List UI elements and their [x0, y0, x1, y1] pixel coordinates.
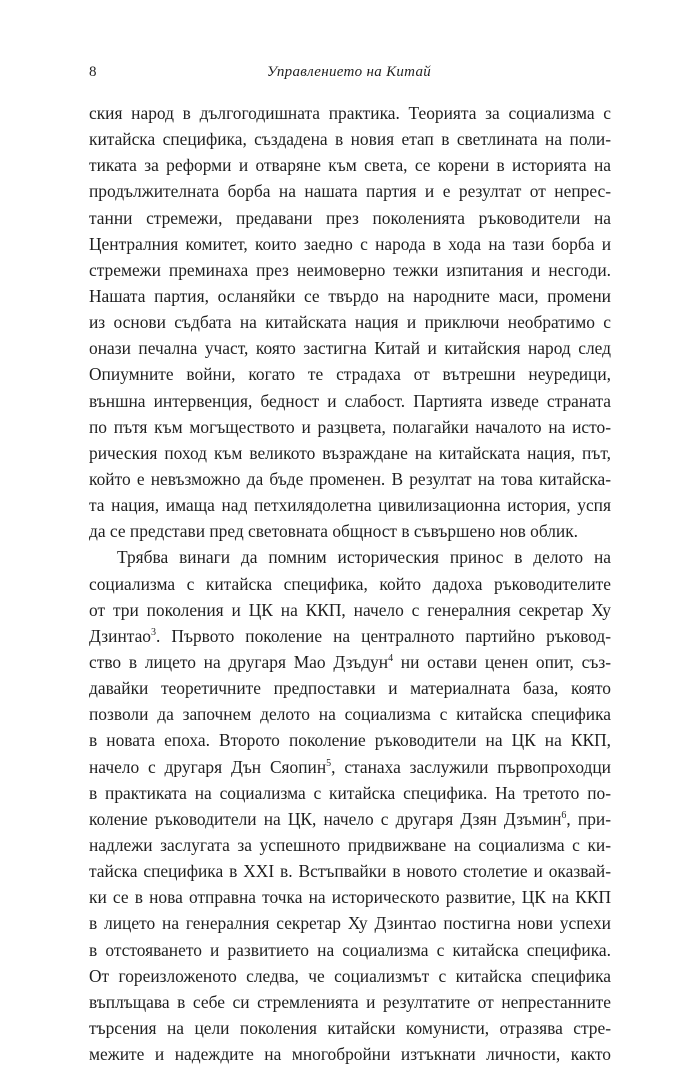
- text-line: [89, 858, 611, 884]
- line-text: надлежи заслугата за успешното придвижване на социализма с ки-: [89, 834, 611, 855]
- text-line: [89, 963, 611, 989]
- text-line: [89, 361, 611, 387]
- line-text: тиката за реформи и отваряне към света, се корени в историята на: [89, 155, 611, 176]
- line-text: давайки теоретичните предпоставки и материалната база, която: [89, 678, 611, 699]
- text-line: [89, 701, 611, 727]
- line-text: в лицето на генералния секретар Ху Дзинтао постигна нови успехи: [89, 913, 611, 934]
- page-number: 8: [89, 64, 97, 80]
- text-line: [89, 231, 611, 257]
- text-line: [89, 884, 611, 910]
- body-text: [89, 100, 611, 1067]
- line-text-continuation: , при-: [566, 808, 611, 829]
- line-text: От гореизложеното следва, че социализмът с китайска специфика: [89, 965, 611, 986]
- line-text: по пътя към могъществото и разцвета, полагайки началото на исто-: [89, 416, 611, 437]
- line-text: който е невъзможно да бъде променен. В резултат на това китайска-: [89, 468, 611, 489]
- line-text: китайска специфика, създадена в новия етап в светлината на поли-: [89, 129, 611, 150]
- text-line: [89, 1015, 611, 1041]
- text-line: [89, 675, 611, 701]
- text-line: [89, 257, 611, 283]
- text-line: [89, 571, 611, 597]
- line-text: в отстояването и развитието на социализма с китайска специфика.: [89, 939, 611, 960]
- text-line: [89, 806, 611, 832]
- text-line: [89, 780, 611, 806]
- footnote-marker[interactable]: 6: [561, 810, 567, 821]
- text-line: [89, 544, 611, 570]
- line-text-continuation: , станаха заслужили първопроходци: [331, 756, 611, 777]
- line-text: коление ръководители на ЦК, начело с другаря Дзян Дзъмин: [89, 808, 562, 829]
- line-text: външна интервенция, бедност и слабост. Партията изведе страната: [89, 390, 611, 411]
- text-line: [89, 518, 611, 544]
- line-text: Нашата партия, осланяйки се твърдо на народните маси, промени: [89, 285, 611, 306]
- text-line: [89, 649, 611, 675]
- line-text: Опиумните войни, когато те страдаха от вътрешни неуредици,: [89, 364, 611, 385]
- text-line: [89, 309, 611, 335]
- line-text: рическия поход към великото възраждане на китайската нация, път,: [89, 442, 611, 463]
- footnote-marker[interactable]: 3: [151, 627, 157, 639]
- text-line: [89, 597, 611, 623]
- line-text: въплъщава в себе си стремленията и резултатите от непрестанните: [89, 991, 611, 1012]
- line-text: начело с другаря Дън Сяопин: [89, 756, 327, 777]
- text-line: [89, 754, 611, 780]
- line-text: Централния комитет, които заедно с народа в хода на тази борба и: [89, 233, 611, 254]
- line-text: ство в лицето на другаря Мао Дзъдун: [89, 651, 389, 672]
- text-line: [89, 440, 611, 466]
- text-line: [89, 989, 611, 1015]
- text-line: [89, 727, 611, 753]
- running-header: [89, 64, 609, 86]
- text-line: [89, 126, 611, 152]
- line-text: из основи съдбата на китайската нация и приключи необратимо с: [89, 312, 611, 333]
- line-text-continuation: . Първото поколение на централното партийно ръковод-: [156, 625, 611, 646]
- text-line: [89, 910, 611, 936]
- text-line: [89, 178, 611, 204]
- line-text: продължителната борба на нашата партия и е резултат от непрес-: [89, 181, 611, 202]
- text-line: [89, 335, 611, 361]
- line-text: да се представи пред световната общност в съвършено нов облик.: [89, 521, 579, 542]
- line-text-continuation: ни остави ценен опит, съз-: [393, 651, 611, 672]
- line-text: та нация, имаща над петхилядолетна цивилизационна история, успя: [89, 495, 611, 516]
- footnote-marker[interactable]: 5: [326, 757, 332, 769]
- line-text: социализма с китайска специфика, който дадоха ръководителите: [89, 573, 611, 594]
- text-line: [89, 1041, 611, 1067]
- footnote-marker[interactable]: 4: [388, 653, 394, 665]
- line-text: межите и надеждите на многобройни изтъкнати личности, както: [89, 1044, 611, 1065]
- line-text: тайска специфика в XXI в. Встъпвайки в новото столетие и оказвай-: [89, 861, 611, 882]
- line-text: Дзинтао: [89, 625, 152, 646]
- line-text: търсения на цели поколения китайски комунисти, отразява стре-: [89, 1017, 611, 1038]
- line-text: ския народ в дългогодишната практика. Теорията за социализма с: [89, 103, 611, 123]
- text-line: [89, 152, 611, 178]
- line-text: позволи да започнем делото на социализма с китайска специфика: [89, 704, 611, 725]
- line-text: в новата епоха. Второто поколение ръководители на ЦК на ККП,: [89, 730, 611, 751]
- text-line: [89, 623, 611, 649]
- line-text: онази печална участ, която застигна Китай и китайския народ след: [89, 338, 611, 359]
- text-line: [89, 466, 611, 492]
- text-line: [89, 283, 611, 309]
- text-line: [89, 388, 611, 414]
- line-text: в практиката на социализма с китайска специфика. На третото по-: [89, 782, 611, 803]
- text-line: [89, 100, 611, 126]
- line-text: танни стремежи, предавани през поколенията ръководители на: [89, 207, 611, 228]
- line-text: стремежи преминаха през неимоверно тежки изпитания и несгоди.: [89, 259, 611, 280]
- text-line: [89, 937, 611, 963]
- text-line: [89, 832, 611, 858]
- running-title: Управлението на Китай: [266, 64, 432, 80]
- line-text: ки се в нова отправна точка на историческото развитие, ЦК на ККП: [89, 887, 611, 908]
- text-line: [89, 492, 611, 518]
- line-text: Трябва винаги да помним историческия принос в делото на: [117, 547, 611, 568]
- text-line: [89, 414, 611, 440]
- text-line: [89, 205, 611, 231]
- line-text: от три поколения и ЦК на ККП, начело с генералния секретар Ху: [89, 599, 611, 620]
